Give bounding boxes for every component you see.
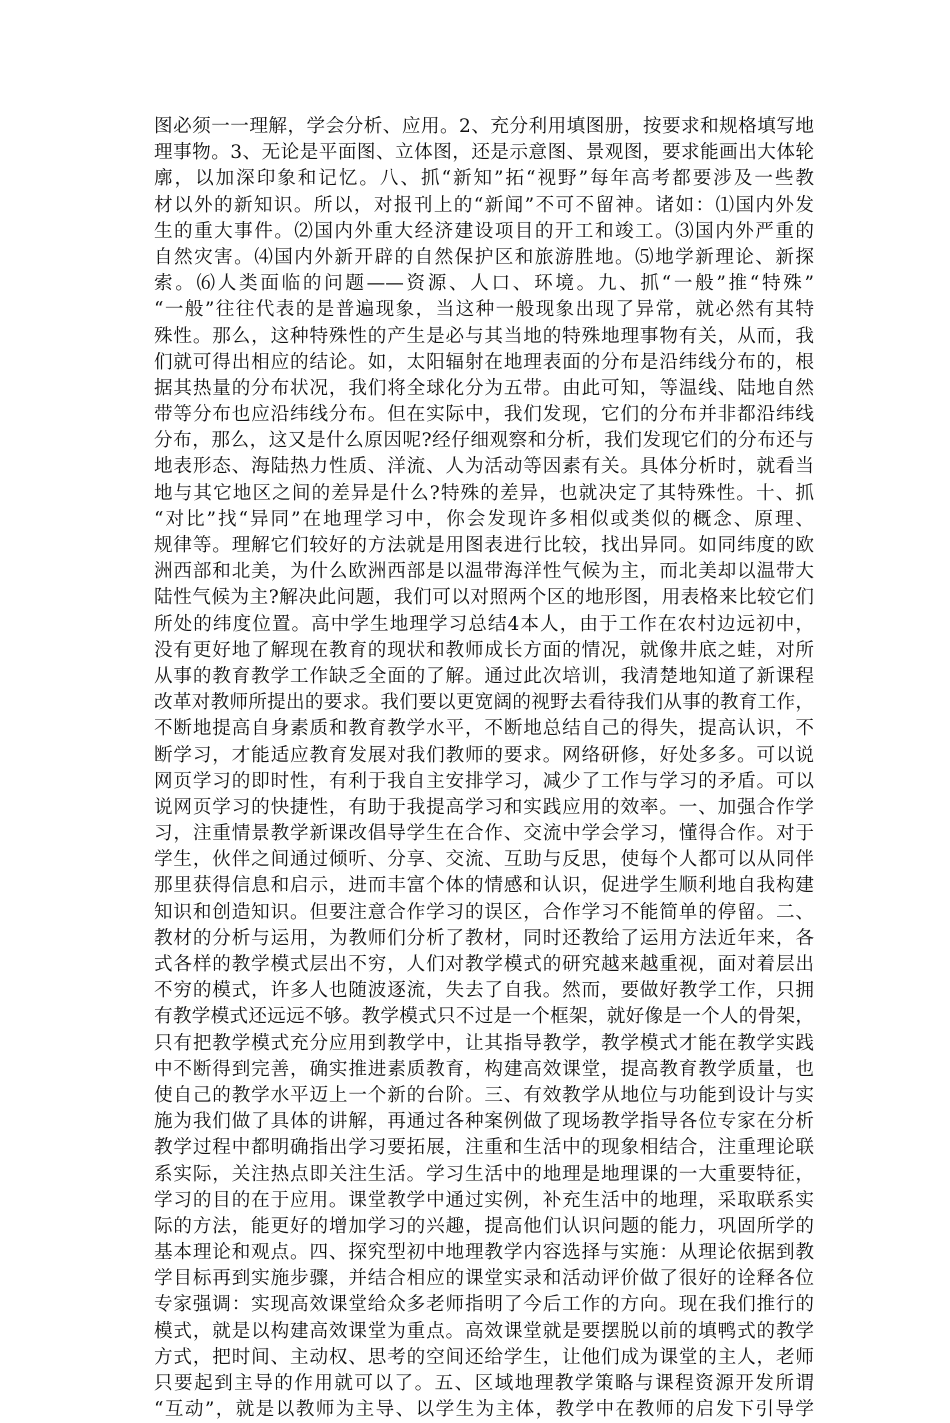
text-line: 带等分布也应沿纬线分布。但在实际中，我们发现，它们的分布并非都沿纬线	[154, 404, 814, 426]
text-line: 改革对教师所提出的要求。我们要以更宽阔的视野去看待我们从事的教育工作，	[154, 692, 814, 714]
text-line: 地与其它地区之间的差异是什么?特殊的差异，也就决定了其特殊性。十、抓	[154, 482, 814, 504]
text-line: 图必须一一理解，学会分析、应用。2、充分利用填图册，按要求和规格填写地	[154, 116, 814, 137]
text-line: 那里获得信息和启示，进而丰富个体的情感和认识，促进学生顺利地自我构建	[154, 875, 814, 897]
text-line: 教材的分析与运用，为教师们分析了教材，同时还教给了运用方法近年来，各	[154, 927, 814, 949]
text-line: 们就可得出相应的结论。如，太阳辐射在地理表面的分布是沿纬线分布的，根	[154, 351, 814, 373]
text-line: 地表形态、海陆热力性质、洋流、人为活动等因素有关。具体分析时，就看当	[154, 456, 814, 478]
text-line: 廓，以加深印象和记忆。八、抓“新知”拓“视野”每年高考都要涉及一些教	[154, 168, 814, 190]
text-line: 使自己的教学水平迈上一个新的台阶。三、有效教学从地位与功能到设计与实	[154, 1084, 814, 1106]
text-line: 断学习，才能适应教育发展对我们教师的要求。网络研修，好处多多。可以说	[154, 744, 814, 766]
text-line: 施为我们做了具体的讲解，再通过各种案例做了现场教学指导各位专家在分析	[154, 1111, 814, 1133]
text-line: 专家强调：实现高效课堂给众多老师指明了今后工作的方向。现在我们推行的	[154, 1294, 814, 1316]
text-line: 式各样的教学模式层出不穷，人们对教学模式的研究越来越重视，面对着层出	[154, 954, 814, 975]
text-line: 习，注重情景教学新课改倡导学生在合作、交流中学会学习，懂得合作。对于	[154, 823, 814, 845]
text-line: “互动”，就是以教师为主导、以学生为主体，教学中在教师的启发下引导学	[154, 1399, 814, 1421]
text-line: 规律等。理解它们较好的方法就是用图表进行比较，找出异同。如同纬度的欧	[154, 535, 814, 556]
text-line: 际的方法，能更好的增加学习的兴趣，提高他们认识问题的能力，巩固所学的	[154, 1215, 814, 1237]
text-line: 模式，就是以构建高效课堂为重点。高效课堂就是要摆脱以前的填鸭式的教学	[154, 1320, 814, 1342]
text-line: 网页学习的即时性，有利于我自主安排学习，减少了工作与学习的矛盾。可以	[154, 770, 814, 792]
text-line: 有教学模式还远远不够。教学模式只不过是一个框架，就好像是一个人的骨架，	[154, 1006, 814, 1028]
text-line: 基本理论和观点。四、探究型初中地理教学内容选择与实施：从理论依据到教	[154, 1242, 814, 1264]
text-line: 只要起到主导的作用就可以了。五、区域地理教学策略与课程资源开发所谓	[154, 1373, 814, 1394]
text-line: 学习的目的在于应用。课堂教学中通过实例，补充生活中的地理，采取联系实	[154, 1189, 814, 1211]
text-line: 分布，那么，这又是什么原因呢?经仔细观察和分析，我们发现它们的分布还与	[154, 430, 814, 452]
text-line: 殊性。那么，这种特殊性的产生是必与其当地的特殊地理事物有关，从而，我	[154, 325, 814, 347]
text-line: 陆性气候为主?解决此问题，我们可以对照两个区的地形图，用表格来比较它们	[154, 587, 814, 609]
text-line: 系实际，关注热点即关注生活。学习生活中的地理是地理课的一大重要特征，	[154, 1163, 814, 1185]
text-line: 说网页学习的快捷性，有助于我提高学习和实践应用的效率。一、加强合作学	[154, 796, 814, 818]
text-line: 据其热量的分布状况，我们将全球化分为五带。由此可知，等温线、陆地自然	[154, 377, 814, 399]
text-line: “对比”找“异同”在地理学习中，你会发现许多相似或类似的概念、原理、	[154, 508, 814, 530]
text-line: 教学过程中都明确指出学习要拓展，注重和生活中的现象相结合，注重理论联	[154, 1137, 814, 1159]
text-line: 洲西部和北美，为什么欧洲西部是以温带海洋性气候为主，而北美却以温带大	[154, 561, 814, 583]
text-line: 理事物。3、无论是平面图、立体图，还是示意图、景观图，要求能画出大体轮	[154, 142, 814, 164]
text-line: 所处的纬度位置。高中学生地理学习总结4本人，由于工作在农村边远初中，	[154, 613, 814, 635]
body-text	[154, 114, 814, 1423]
text-line: 从事的教育教学工作缺乏全面的了解。通过此次培训，我清楚地知道了新课程	[154, 665, 814, 687]
text-line: “一般”往往代表的是普遍现象，当这种一般现象出现了异常，就必然有其特	[154, 299, 814, 321]
text-line: 不断地提高自身素质和教育教学水平，不断地总结自己的得失，提高认识，不	[154, 718, 814, 740]
text-line: 没有更好地了解现在教育的现状和教师成长方面的情况，就像井底之蛙，对所	[154, 639, 814, 661]
text-line: 生的重大事件。⑵国内外重大经济建设项目的开工和竣工。⑶国内外严重的	[154, 220, 814, 242]
text-line: 学目标再到实施步骤，并结合相应的课堂实录和活动评价做了很好的诠释各位	[154, 1268, 814, 1290]
text-line: 学生，伙伴之间通过倾听、分享、交流、互助与反思，使每个人都可以从同伴	[154, 849, 814, 871]
text-line: 知识和创造知识。但要注意合作学习的误区，合作学习不能简单的停留。二、	[154, 901, 814, 923]
text-line: 中不断得到完善，确实推进素质教育，构建高效课堂，提高教育教学质量，也	[154, 1058, 814, 1080]
text-line: 材以外的新知识。所以，对报刊上的“新闻”不可不留神。诸如：⑴国内外发	[154, 194, 814, 216]
text-line: 自然灾害。⑷国内外新开辟的自然保护区和旅游胜地。⑸地学新理论、新探	[154, 246, 814, 268]
text-line: 不穷的模式，许多人也随波逐流，失去了自我。然而，要做好教学工作，只拥	[154, 980, 814, 1002]
text-line: 方式，把时间、主动权、思考的空间还给学生，让他们成为课堂的主人，老师	[154, 1346, 814, 1368]
text-line: 索。⑹人类面临的问题——资源、人口、环境。九、抓“一般”推“特殊”	[154, 273, 814, 295]
text-line: 只有把教学模式充分应用到教学中，让其指导教学，教学模式才能在教学实践	[154, 1032, 814, 1054]
